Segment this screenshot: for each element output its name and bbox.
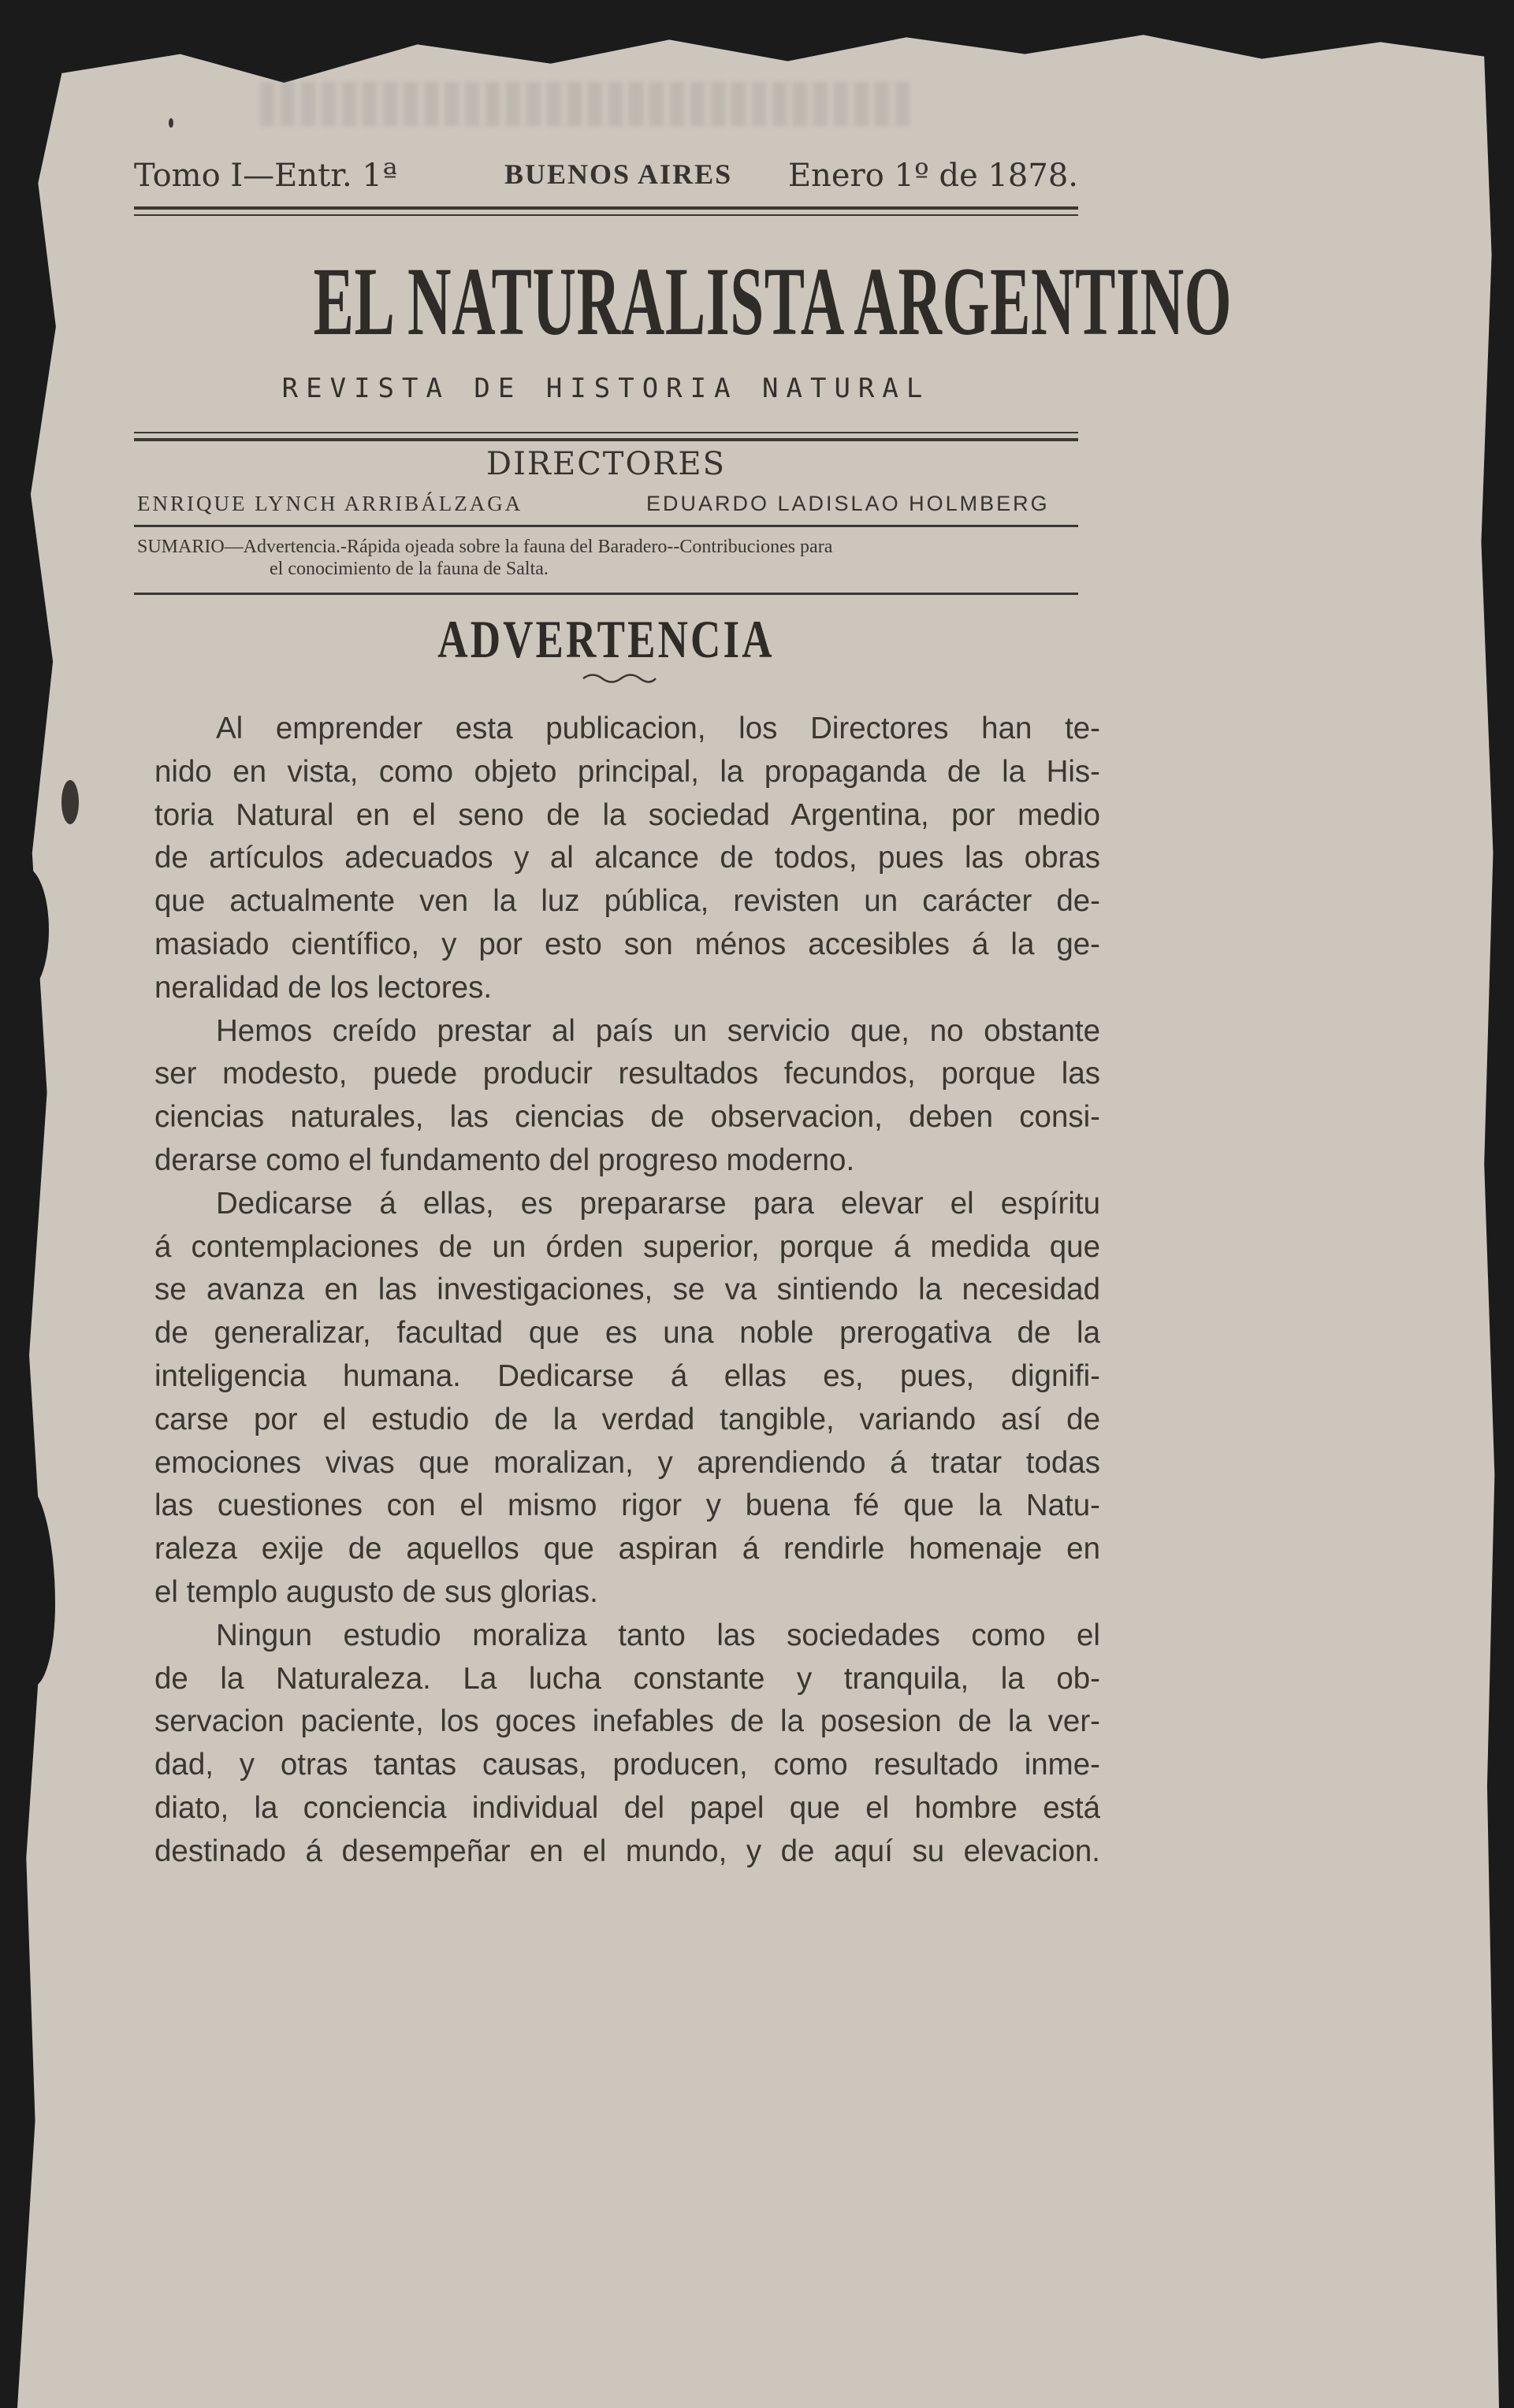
edge-damage (426, 0, 631, 36)
city-label: BUENOS AIRES (504, 158, 733, 190)
table-of-contents (137, 536, 1083, 580)
summary-line: SUMARIO—Advertencia.-Rápida ojeada sobre la fauna del Baradero--Contribuciones para (137, 537, 833, 557)
director-name: EDUARDO LADISLAO HOLMBERG (646, 492, 1050, 515)
text-line: destinado á desempeñar en el mundo, y de aquí su elevacion. (154, 1834, 1100, 1868)
directors-rule (134, 525, 1078, 527)
summary-line: el conocimiento de la fauna de Salta. (270, 559, 549, 579)
ink-spot (169, 118, 173, 128)
masthead-rule (134, 206, 1078, 210)
text-line: carse por el estudio de la verdad tangible, variando así de (154, 1402, 1100, 1436)
section-heading (134, 608, 1078, 671)
text-line: neralidad de los lectores. (154, 970, 493, 1005)
text-line: derarse como el fundamento del progreso moderno. (154, 1143, 855, 1177)
text-line: las cuestiones con el mismo rigor y buena fé que la Natu- (154, 1488, 1100, 1523)
text-line: emociones vivas que moralizan, y aprendiendo á tratar todas (154, 1445, 1100, 1480)
text-line: que actualmente ven la luz pública, revisten un carácter de- (154, 884, 1100, 919)
text-line: de la Naturaleza. La lucha constante y tranquila, la ob- (154, 1661, 1100, 1696)
text-line: Ningun estudio moraliza tanto las sociedades como el (216, 1618, 1100, 1652)
text-line: dad, y otras tantas causas, producen, como resultado inme- (154, 1748, 1100, 1782)
text-line: Al emprender esta publicacion, los Directores han te- (216, 712, 1100, 745)
text-line: masiado científico, y por esto son ménos accesibles á la ge- (154, 927, 1100, 961)
text-line: se avanza en las investigaciones, se va sintiendo la necesidad (154, 1273, 1100, 1307)
text-line: ser modesto, puede producir resultados fecundos, porque las (154, 1057, 1100, 1091)
section-heading-text: ADVERTENCIA (437, 609, 775, 669)
text-line: toria Natural en el seno de la sociedad Argentina, por medio (154, 797, 1100, 832)
director-name: ENRIQUE LYNCH ARRIBÁLZAGA (137, 492, 523, 515)
journal-title: EL NATURALISTA ARGENTINO (313, 247, 1233, 355)
masthead-rule-thin (134, 214, 1078, 216)
text-line: el templo augusto de sus glorias. (154, 1574, 598, 1609)
issue-date: Enero 1º de 1878. (787, 158, 1078, 194)
text-line: de generalizar, facultad que es una noble prerogativa de la (154, 1316, 1100, 1351)
text-line: á contemplaciones de un órden superior, porque á medida que (154, 1229, 1100, 1264)
edge-damage (985, 0, 1119, 27)
directors-heading: DIRECTORES (486, 446, 726, 482)
volume-label: Tomo I—Entr. 1ª (134, 158, 397, 194)
subtitle-rule (134, 432, 1078, 433)
summary-rule (134, 593, 1078, 595)
text-line: inteligencia humana. Dedicarse á ellas es, pues, dignifi- (154, 1358, 1100, 1393)
text-line: servacion paciente, los goces inefables de la posesion de la ver- (154, 1704, 1100, 1739)
ornament-icon (582, 671, 657, 686)
ink-spot (61, 780, 79, 824)
faded-stamp (260, 82, 914, 126)
journal-subtitle: REVISTA DE HISTORIA NATURAL (281, 373, 931, 404)
text-line: Dedicarse á ellas, es prepararse para elevar el espíritu (216, 1186, 1100, 1221)
text-line: ciencias naturales, las ciencias de observacion, deben consi- (154, 1100, 1100, 1135)
text-line: nido en vista, como objeto principal, la propaganda de la His- (154, 754, 1100, 789)
subtitle-rule-thick (134, 438, 1078, 441)
text-line: raleza exije de aquellos que aspiran á rendirle homenaje en (154, 1532, 1100, 1566)
text-line: de artículos adecuados y al alcance de todos, pues las obras (154, 841, 1100, 875)
text-line: Hemos creído prestar al país un servicio que, no obstante (216, 1013, 1100, 1048)
masthead-line (134, 158, 1078, 199)
edge-damage (0, 867, 49, 993)
article-body (154, 708, 1100, 1874)
text-line: diato, la conciencia individual del papel que el hombre está (154, 1790, 1100, 1825)
